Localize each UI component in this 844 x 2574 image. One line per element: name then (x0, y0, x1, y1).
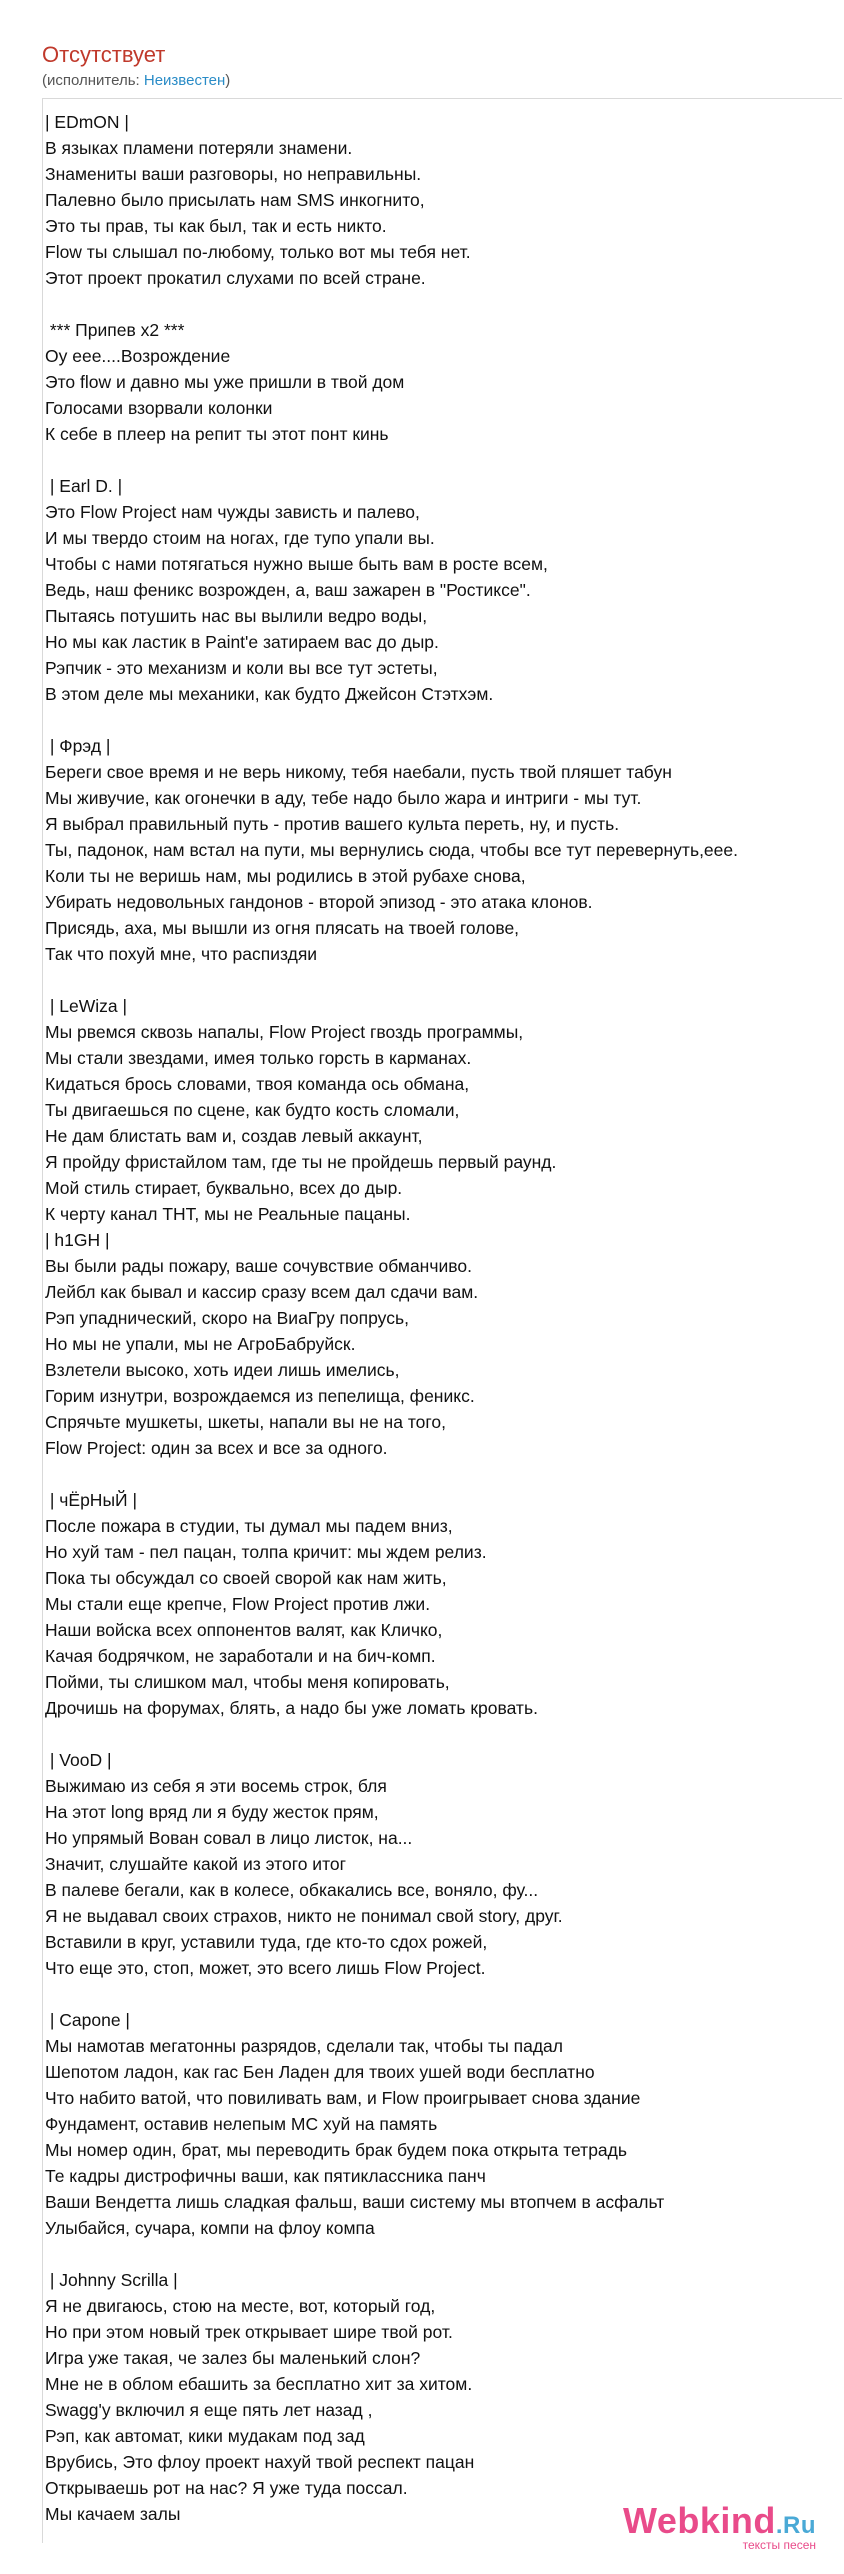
lyrics-line: *** Припев x2 *** (45, 320, 185, 340)
lyrics-line: К черту канал ТНТ, мы не Реальные пацаны. (45, 1204, 411, 1224)
lyrics-line: Flow Project: один за всех и все за одного. (45, 1438, 388, 1458)
site-logo[interactable] (623, 2500, 816, 2552)
performer-link[interactable]: Неизвестен (143, 72, 226, 89)
lyrics-line: Так что похуй мне, что распиздяи (45, 944, 318, 964)
lyrics-line (45, 967, 842, 993)
lyrics-line: Улыбайся, сучара, компи на флоу компа (45, 2218, 375, 2238)
lyrics-line (45, 2241, 842, 2267)
lyrics-line (45, 707, 842, 733)
lyrics-line: Мы рвемся сквозь напалы, Flow Project гвоздь программы, (45, 1022, 524, 1042)
lyrics-line: В языках пламени потеряли знамени. (45, 138, 353, 158)
lyrics-line: После пожара в студии, ты думал мы падем вниз, (45, 1516, 453, 1536)
lyrics-line: Мы живучие, как огонечки в аду, тебе надо было жара и интриги - мы тут. (45, 788, 642, 808)
lyrics-line: Шепотом ладон, как гас Бен Ладен для твоих ушей води бесплатно (45, 2062, 595, 2082)
lyrics-line (45, 1981, 842, 2007)
lyrics-lines (43, 99, 842, 2527)
lyrics-line: Но при этом новый трек открывает шире твой рот. (45, 2322, 453, 2342)
lyrics-line: Палевно было присылать нам SMS инкогнито, (45, 190, 425, 210)
lyrics-line: Качая бодрячком, не заработали и на бич-комп. (45, 1646, 436, 1666)
lyrics-line: Наши войска всех оппонентов валят, как Кличко, (45, 1620, 443, 1640)
lyrics-line: | Johnny Scrilla | (45, 2270, 178, 2290)
lyrics-line: Открываешь рот на нас? Я уже туда поссал. (45, 2478, 408, 2498)
logo-brand-tld: .Ru (775, 2512, 816, 2539)
lyrics-line: Что набито ватой, что повиливать вам, и Flow проигрывает снова здание (45, 2088, 641, 2108)
lyrics-line (45, 447, 842, 473)
lyrics-line (45, 291, 842, 317)
lyrics-line: Но хуй там - пел пацан, толпа кричит: мы ждем релиз. (45, 1542, 487, 1562)
lyrics-line: Те кадры дистрофичны ваши, как пятиклассника панч (45, 2166, 486, 2186)
lyrics-line: Мы стали звездами, имея только горсть в карманах. (45, 1048, 472, 1068)
lyrics-line: Это Flow Project нам чужды зависть и палево, (45, 502, 420, 522)
logo-brand-name: Webkind (622, 2500, 776, 2541)
lyrics-line (45, 1721, 842, 1747)
lyrics-line: Спрячьте мушкеты, шкеты, напали вы не на того, (45, 1412, 446, 1432)
lyrics-line: Вставили в круг, уставили туда, где кто-то сдох рожей, (45, 1932, 488, 1952)
lyrics-line: Взлетели высоко, хоть идеи лишь имелись, (45, 1360, 400, 1380)
lyrics-line: Ты, падонок, нам встал на пути, мы вернулись сюда, чтобы все тут перевернуть,еее. (45, 840, 738, 860)
lyrics-line: Береги свое время и не верь никому, тебя наебали, пусть твой пляшет табун (45, 762, 672, 782)
lyrics-line: Мой стиль стирает, буквально, всех до дыр. (45, 1178, 403, 1198)
lyrics-line: Рэп, как автомат, кики мудакам под зад (45, 2426, 365, 2446)
song-title: Отсутствует (42, 42, 166, 67)
lyrics-block (42, 98, 842, 2543)
lyrics-line: | LeWiza | (45, 996, 128, 1016)
lyrics-line: Ты двигаешься по сцене, как будто кость сломали, (45, 1100, 460, 1120)
lyrics-line: Присядь, аха, мы вышли из огня плясать на твоей голове, (45, 918, 520, 938)
lyrics-line: Но мы не упали, мы не АгроБабруйск. (45, 1334, 356, 1354)
lyrics-line: Рэп упаднический, скоро на ВиаГру попрусь, (45, 1308, 409, 1328)
lyrics-line: | EDmON | (45, 112, 129, 132)
lyrics-line: | h1GH | (45, 1230, 110, 1250)
lyrics-line: Это flow и давно мы уже пришли в твой дом (45, 372, 405, 392)
lyrics-line: Выжимаю из себя я эти восемь строк, бля (45, 1776, 387, 1796)
lyrics-line: Мы стали еще крепче, Flow Project против лжи. (45, 1594, 431, 1614)
lyrics-line: Фундамент, оставив нелепым МС хуй на память (45, 2114, 438, 2134)
lyrics-line: Рэпчик - это механизм и коли вы все тут эстеты, (45, 658, 438, 678)
lyrics-line: Swagg'y включил я еще пять лет назад , (45, 2400, 373, 2420)
lyrics-line: Ведь, наш феникс возрожден, а, ваш зажарен в "Ростиксе". (45, 580, 531, 600)
lyrics-line: Голосами взорвали колонки (45, 398, 273, 418)
lyrics-line: Flow ты слышал по-любому, только вот мы тебя нет. (45, 242, 471, 262)
lyrics-line: Что еще это, стоп, может, это всего лишь Flow Project. (45, 1958, 486, 1978)
lyrics-line: Я не выдавал своих страхов, никто не понимал свой story, друг. (45, 1906, 563, 1926)
lyrics-line: В этом деле мы механики, как будто Джейсон Стэтхэм. (45, 684, 494, 704)
lyrics-line: Лейбл как бывал и кассир сразу всем дал сдачи вам. (45, 1282, 479, 1302)
lyrics-line: Дрочишь на форумах, блять, а надо бы уже ломать кровать. (45, 1698, 538, 1718)
lyrics-line: Не дам блистать вам и, создав левый аккаунт, (45, 1126, 423, 1146)
lyrics-line: Кидаться брось словами, твоя команда ось обмана, (45, 1074, 470, 1094)
lyrics-line: К себе в плеер на репит ты этот понт кинь (45, 424, 389, 444)
lyrics-line: В палеве бегали, как в колесе, обкакались все, воняло, фу... (45, 1880, 539, 1900)
lyrics-line: Я пройду фристайлом там, где ты не пройдешь первый раунд. (45, 1152, 557, 1172)
lyrics-line: Мне не в облом ебашить за бесплатно хит за хитом. (45, 2374, 473, 2394)
lyrics-line: Мы номер один, брат, мы переводить брак будем пока открыта тетрадь (45, 2140, 627, 2160)
lyrics-line: Вы были рады пожару, ваше сочувствие обманчиво. (45, 1256, 472, 1276)
lyrics-line: Чтобы с нами потягаться нужно выше быть вам в росте всем, (45, 554, 548, 574)
lyrics-line: Мы качаем залы (45, 2504, 181, 2524)
logo-tagline: тексты песен (742, 2538, 816, 2552)
lyrics-line: Этот проект прокатил слухами по всей стране. (45, 268, 426, 288)
lyrics-line: Знамениты ваши разговоры, но неправильны. (45, 164, 422, 184)
lyrics-line: Мы намотав мегатонны разрядов, сделали так, чтобы ты падал (45, 2036, 563, 2056)
lyrics-line: | чЁрНыЙ | (45, 1490, 138, 1510)
lyrics-line: Игра уже такая, че залез бы маленький слон? (45, 2348, 421, 2368)
lyrics-line: Пойми, ты слишком мал, чтобы меня копировать, (45, 1672, 450, 1692)
lyrics-line: Но мы как ластик в Paint'e затираем вас до дыр. (45, 632, 439, 652)
lyrics-line: Значит, слушайте какой из этого итог (45, 1854, 347, 1874)
logo-brand (623, 2500, 816, 2542)
lyrics-line: Горим изнутри, возрождаемся из пепелища, феникс. (45, 1386, 475, 1406)
lyrics-line: Я не двигаюсь, стою на месте, вот, который год, (45, 2296, 436, 2316)
lyrics-line: Пока ты обсуждал со своей сворой как нам жить, (45, 1568, 447, 1588)
lyrics-line: | VooD | (45, 1750, 112, 1770)
lyrics-line: Оу еее....Возрождение (45, 346, 231, 366)
performer-prefix: (исполнитель: (42, 72, 144, 89)
lyrics-line: | Earl D. | (45, 476, 123, 496)
lyrics-line: Пытаясь потушить нас вы вылили ведро воды, (45, 606, 428, 626)
performer-suffix: ) (225, 72, 231, 89)
lyrics-line: Врубись, Это флоу проект нахуй твой респект пацан (45, 2452, 475, 2472)
lyrics-line: | Фрэд | (45, 736, 111, 756)
lyrics-line: Коли ты не веришь нам, мы родились в этой рубахе снова, (45, 866, 526, 886)
lyrics-line (45, 1461, 842, 1487)
lyrics-line: | Capone | (45, 2010, 130, 2030)
lyrics-line: На этот long вряд ли я буду жесток прям, (45, 1802, 379, 1822)
lyrics-line: Убирать недовольных гандонов - второй эпизод - это атака клонов. (45, 892, 593, 912)
lyrics-line: Я выбрал правильный путь - против вашего культа переть, ну, и пусть. (45, 814, 620, 834)
lyrics-line: Это ты прав, ты как был, так и есть никто. (45, 216, 387, 236)
lyrics-line: Но упрямый Вован совал в лицо листок, на... (45, 1828, 413, 1848)
performer-line (42, 72, 230, 89)
lyrics-line: И мы твердо стоим на ногах, где тупо упали вы. (45, 528, 435, 548)
lyrics-line: Ваши Вендетта лишь сладкая фальш, ваши систему мы втопчем в асфальт (45, 2192, 665, 2212)
